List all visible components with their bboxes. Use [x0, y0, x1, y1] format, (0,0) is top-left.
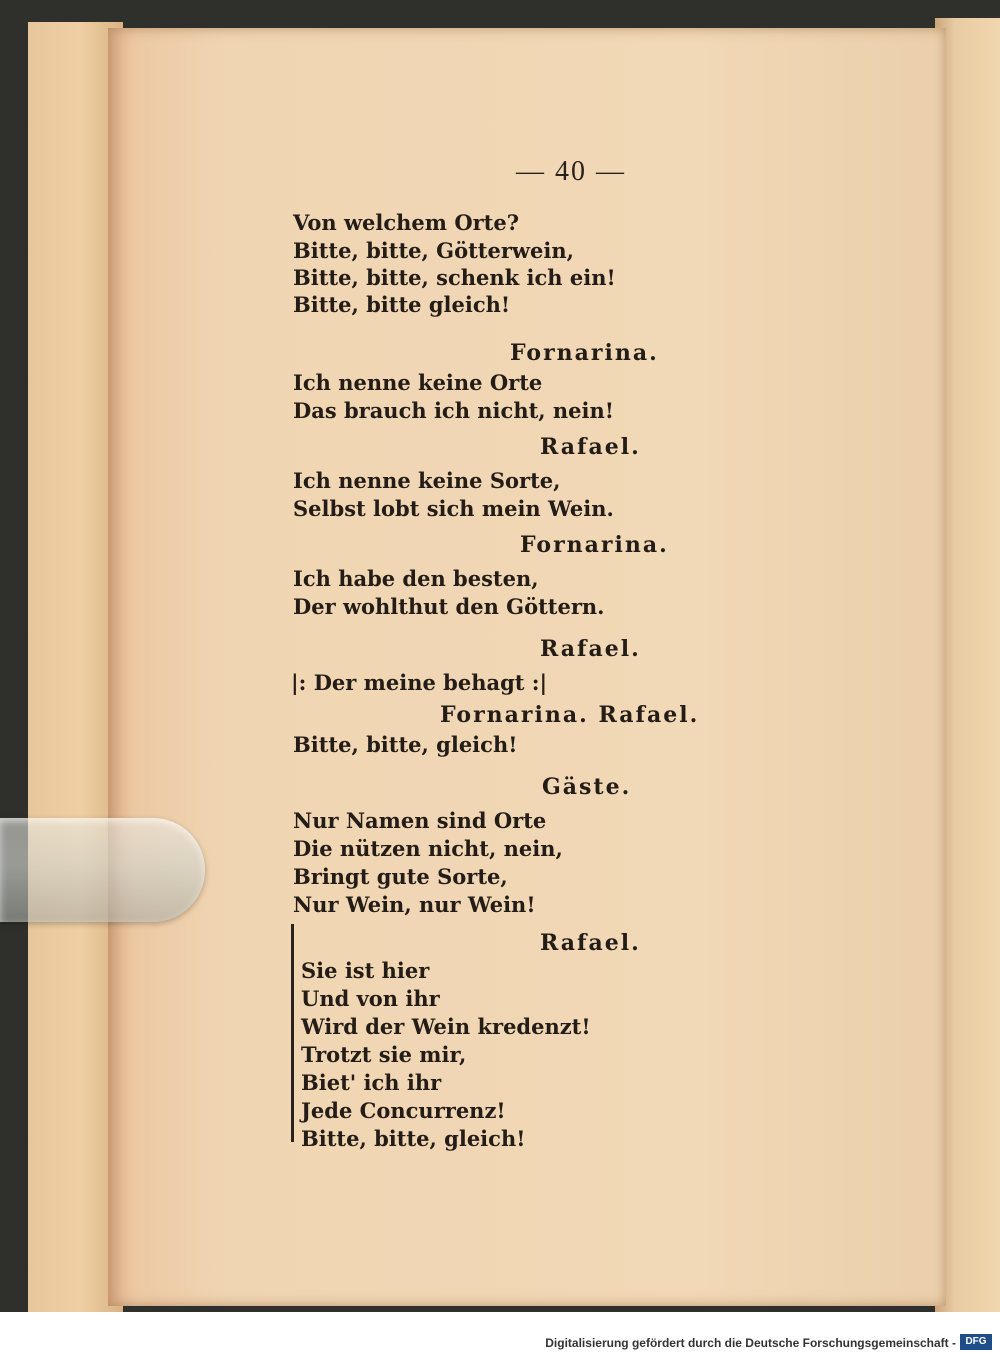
page-clip — [0, 818, 205, 922]
verse-line: Bitte, bitte gleich! — [293, 292, 511, 317]
verse-line: Ich habe den besten, — [293, 566, 539, 591]
speaker-heading: Fornarina. — [520, 532, 669, 558]
verse-line: Ich nenne keine Sorte, — [293, 468, 561, 493]
speaker-heading: Rafael. — [540, 636, 641, 662]
verse-line: Der wohlthut den Göttern. — [293, 594, 605, 619]
verse-line: Das brauch ich nicht, nein! — [293, 398, 614, 423]
dfg-logo-icon: DFG — [960, 1334, 992, 1350]
verse-line: Die nützen nicht, nein, — [293, 836, 563, 861]
verse-line: Bringt gute Sorte, — [293, 864, 508, 889]
verse-line: Bitte, bitte, Götterwein, — [293, 238, 574, 263]
verse-line: Bitte, bitte, schenk ich ein! — [293, 265, 616, 290]
verse-line: Bitte, bitte, gleich! — [301, 1126, 526, 1151]
verse-line: Von welchem Orte? — [293, 210, 520, 235]
verse-line: Nur Wein, nur Wein! — [293, 892, 536, 917]
verse-line: Ich nenne keine Orte — [293, 370, 543, 395]
speaker-heading: Fornarina. Rafael. — [440, 702, 700, 728]
verse-line: Biet' ich ihr — [301, 1070, 442, 1095]
verse-line: Jede Concurrenz! — [301, 1098, 506, 1123]
speaker-heading: Rafael. — [540, 930, 641, 956]
verse-line: Wird der Wein kredenzt! — [301, 1014, 591, 1039]
verse-line: Sie ist hier — [301, 958, 430, 983]
footer-bar — [0, 1312, 1000, 1354]
verse-line: |: Der meine behagt :| — [291, 670, 548, 695]
verse-line: Und von ihr — [301, 986, 440, 1011]
verse-line: Bitte, bitte, gleich! — [293, 732, 518, 757]
speaker-heading: Rafael. — [540, 434, 641, 460]
speaker-heading: Gäste. — [542, 774, 632, 800]
verse-line: Trotzt sie mir, — [301, 1042, 467, 1067]
funding-credit: Digitalisierung gefördert durch die Deutsche Forschungsgemeinschaft - — [545, 1336, 956, 1350]
speaker-heading: Fornarina. — [510, 340, 659, 366]
verse-bracket — [291, 924, 294, 1142]
page-number: — 40 — — [516, 156, 626, 187]
verse-line: Nur Namen sind Orte — [293, 808, 547, 833]
verse-line: Selbst lobt sich mein Wein. — [293, 496, 614, 521]
